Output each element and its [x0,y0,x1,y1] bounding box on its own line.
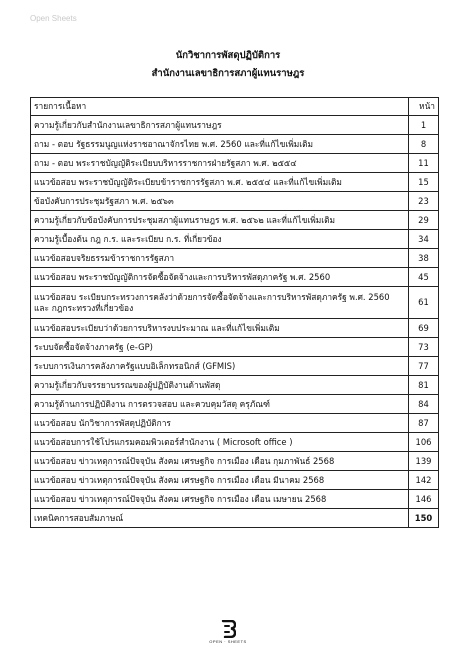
toc-row-title: แนวข้อสอบ พระราชบัญญัติระเบียบข้าราชการรัฐสภา พ.ศ. ๒๕๕๔ และที่แก้ไขเพิ่มเติม [31,173,409,192]
toc-row [31,192,439,211]
watermark-text: Open Sheets [30,14,77,23]
toc-row-page: 61 [409,287,439,319]
toc-row-page: 23 [409,192,439,211]
toc-row-page: 84 [409,395,439,414]
toc-row-page: 34 [409,230,439,249]
toc-row [31,173,439,192]
toc-row [31,268,439,287]
toc-body [31,116,439,528]
toc-row [31,249,439,268]
toc-row [31,154,439,173]
toc-row [31,395,439,414]
toc-row-title: ความรู้ด้านการปฏิบัติงาน การตรวจสอบ และควบคุมวัสดุ ครุภัณฑ์ [31,395,409,414]
toc-row [31,490,439,509]
toc-row-page: 45 [409,268,439,287]
toc-row-page: 87 [409,414,439,433]
toc-row-page: 139 [409,452,439,471]
toc-row [31,414,439,433]
toc-row-page: 11 [409,154,439,173]
toc-row [31,230,439,249]
toc-row-page: 8 [409,135,439,154]
footer-brand-text: OPEN · SHEETS [209,639,247,644]
toc-row-page: 77 [409,357,439,376]
toc-row [31,287,439,319]
toc-row-page: 142 [409,471,439,490]
toc-row-title: แนวข้อสอบ พระราชบัญญัติการจัดซื้อจัดจ้างและการบริหารพัสดุภาครัฐ พ.ศ. 2560 [31,268,409,287]
toc-row [31,116,439,135]
toc-row-title: แนวข้อสอบ ข่าวเหตุการณ์ปัจจุบัน สังคม เศรษฐกิจ การเมือง เดือน เมษายน 2568 [31,490,409,509]
toc-row-title: ความรู้เกี่ยวกับข้อบังคับการประชุมสภาผู้แทนราษฎร พ.ศ. ๒๕๖๒ และที่แก้ไขเพิ่มเติม [31,211,409,230]
toc-row-title: แนวข้อสอบการใช้โปรแกรมคอมพิวเตอร์สำนักงาน ( Microsoft office ) [31,433,409,452]
toc-row-title: ถาม - ตอบ รัฐธรรมนูญแห่งราชอาณาจักรไทย พ.ศ. 2560 และที่แก้ไขเพิ่มเติม [31,135,409,154]
toc-row-title: ระบบการเงินการคลังภาครัฐแบบอิเล็กทรอนิกส์ (GFMIS) [31,357,409,376]
toc-row-title: แนวข้อสอบ ระเบียบกระทรวงการคลังว่าด้วยการจัดซื้อจัดจ้างและการบริหารพัสดุภาครัฐ พ.ศ. 2560 และ กฎกระทรวงที่เกี่ยวข้อง [31,287,409,319]
toc-row-title: ความรู้เกี่ยวกับจรรยาบรรณของผู้ปฏิบัติงานด้านพัสดุ [31,376,409,395]
toc-row [31,135,439,154]
toc-row [31,509,439,528]
document-subtitle: สำนักงานเลขาธิการสภาผู้แทนราษฎร [151,68,305,79]
toc-row-title: เทคนิคการสอบสัมภาษณ์ [31,509,409,528]
toc-row-page: 38 [409,249,439,268]
toc-row-page: 81 [409,376,439,395]
toc-row [31,319,439,338]
toc-row [31,376,439,395]
document-title: นักวิชาการพัสดุปฏิบัติการ [175,50,281,61]
open-sheets-logo-icon [220,620,236,638]
toc-row-page: 146 [409,490,439,509]
toc-row-title: แนวข้อสอบ นักวิชาการพัสดุปฏิบัติการ [31,414,409,433]
toc-row [31,211,439,230]
table-of-contents [30,97,439,528]
toc-row-title: ระบบจัดซื้อจัดจ้างภาครัฐ (e-GP) [31,338,409,357]
toc-row [31,433,439,452]
toc-row-title: แนวข้อสอบ ข่าวเหตุการณ์ปัจจุบัน สังคม เศรษฐกิจ การเมือง เดือน มีนาคม 2568 [31,471,409,490]
toc-row-page: 69 [409,319,439,338]
toc-row-title: ความรู้เบื้องต้น กฎ ก.ร. และระเบียบ ก.ร. ที่เกี่ยวข้อง [31,230,409,249]
toc-row-page: 73 [409,338,439,357]
toc-row-title: ความรู้เกี่ยวกับสำนักงานเลขาธิการสภาผู้แทนราษฎร [31,116,409,135]
toc-row-title: ข้อบังคับการประชุมรัฐสภา พ.ศ. ๒๕๖๓ [31,192,409,211]
toc-row-page: 15 [409,173,439,192]
toc-row-page: 29 [409,211,439,230]
toc-row-page: 106 [409,433,439,452]
toc-row-page: 1 [409,116,439,135]
toc-row-title: ถาม - ตอบ พระราชบัญญัติระเบียบบริหารราชการฝ่ายรัฐสภา พ.ศ. ๒๕๕๔ [31,154,409,173]
toc-row [31,471,439,490]
toc-row [31,452,439,471]
toc-row-title: แนวข้อสอบระเบียบว่าด้วยการบริหารงบประมาณ และที่แก้ไขเพิ่มเติม [31,319,409,338]
footer-logo [0,620,456,644]
toc-row [31,338,439,357]
toc-row [31,357,439,376]
toc-header-row [31,98,439,116]
toc-row-page: 150 [409,509,439,528]
toc-header-page: หน้า [409,98,439,116]
toc-row-title: แนวข้อสอบ ข่าวเหตุการณ์ปัจจุบัน สังคม เศรษฐกิจ การเมือง เดือน กุมภาพันธ์ 2568 [31,452,409,471]
toc-row-title: แนวข้อสอบจริยธรรมข้าราชการรัฐสภา [31,249,409,268]
toc-header-item: รายการเนื้อหา [31,98,409,116]
